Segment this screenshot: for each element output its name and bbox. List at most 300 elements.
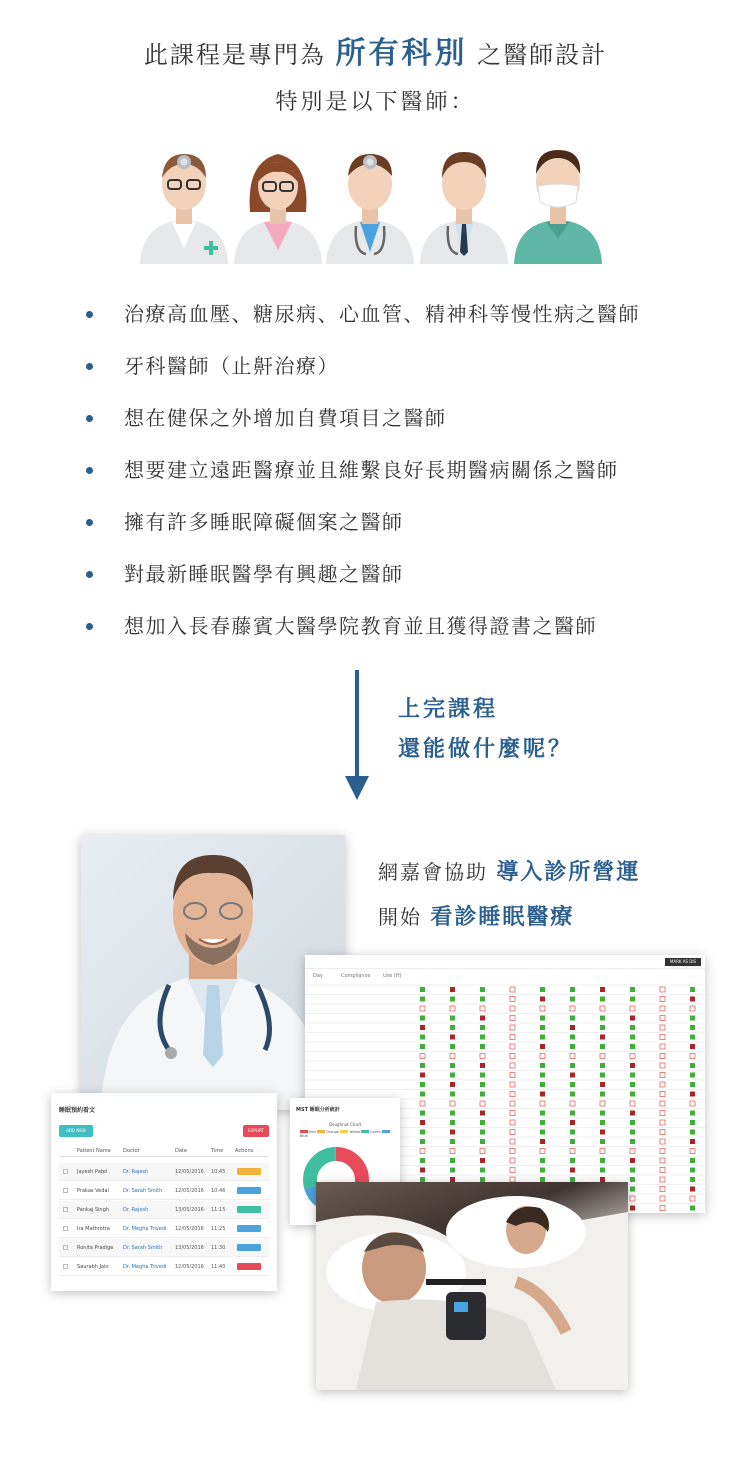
- grid-cell: [540, 1025, 545, 1030]
- grid-cell: [660, 1168, 665, 1173]
- list-item-text: 牙科醫師（止鼾治療）: [124, 354, 339, 378]
- grid-cell: [660, 1158, 665, 1163]
- grid-cell: [660, 997, 665, 1002]
- add-new-button[interactable]: ADD NEW: [59, 1125, 93, 1137]
- column-header: Date: [175, 1148, 187, 1154]
- grid-cell: [660, 1073, 665, 1078]
- grid-cell: [630, 1168, 635, 1173]
- intro-text: 此課程是專門為: [143, 41, 326, 69]
- grid-cell: [450, 1111, 455, 1116]
- grid-cell: [510, 1092, 515, 1097]
- row-cell: 11:25: [211, 1226, 226, 1232]
- grid-cell: [420, 997, 425, 1002]
- row-cell: Pankaj Singh: [77, 1207, 109, 1213]
- grid-cell: [600, 997, 605, 1002]
- grid-cell: [450, 1016, 455, 1021]
- grid-cell: [630, 1120, 635, 1125]
- grid-cell: [570, 987, 575, 992]
- grid-cell: [690, 1044, 695, 1049]
- grid-cell: [630, 1006, 635, 1011]
- grid-cell: [600, 1111, 605, 1116]
- grid-cell: [570, 1092, 575, 1097]
- grid-cell: [480, 1035, 485, 1040]
- grid-cell: [420, 1092, 425, 1097]
- grid-cell: [600, 1006, 605, 1011]
- grid-cell: [690, 1054, 695, 1059]
- grid-cell: [660, 1035, 665, 1040]
- appointment-list: [51, 1093, 277, 1291]
- grid-cell: [660, 1006, 665, 1011]
- grid-cell: [630, 1130, 635, 1135]
- grid-cell: [480, 997, 485, 1002]
- grid-cell: [480, 1054, 485, 1059]
- grid-cell: [540, 1044, 545, 1049]
- grid-cell: [600, 1130, 605, 1135]
- grid-cell: [660, 1206, 665, 1211]
- service-line-1: [378, 850, 640, 895]
- grid-cell: [630, 1073, 635, 1078]
- doctor-avatar-icon: [232, 142, 324, 264]
- grid-cell: [510, 1111, 515, 1116]
- list-item: [86, 502, 686, 554]
- row-cell: Prakas Vedal: [77, 1188, 109, 1194]
- grid-cell: [540, 1130, 545, 1135]
- grid-cell: [570, 1101, 575, 1106]
- grid-cell: [450, 1044, 455, 1049]
- list-title: 睡眠預約看文: [59, 1107, 96, 1114]
- row-cell: 12/05/2016: [175, 1226, 204, 1232]
- grid-cell: [420, 1120, 425, 1125]
- grid-cell: [690, 1025, 695, 1030]
- grid-cell: [690, 987, 695, 992]
- grid-cell: [570, 1130, 575, 1135]
- grid-cell: [450, 1092, 455, 1097]
- grid-cell: [630, 1054, 635, 1059]
- grid-cell: [630, 1206, 635, 1211]
- grid-cell: [450, 1082, 455, 1087]
- grid-cell: [630, 1139, 635, 1144]
- grid-cell: [660, 1054, 665, 1059]
- grid-cell: [690, 997, 695, 1002]
- grid-cell: [480, 1044, 485, 1049]
- chart-card-title: MST 睡眠分析統計: [296, 1107, 340, 1113]
- grid-cell: [540, 1035, 545, 1040]
- intro-header: [0, 32, 751, 116]
- grid-cell: [420, 1082, 425, 1087]
- grid-cell: [660, 1092, 665, 1097]
- grid-cell: [510, 997, 515, 1002]
- grid-cell: [510, 1139, 515, 1144]
- grid-cell: [450, 1054, 455, 1059]
- grid-cell: [480, 1111, 485, 1116]
- list-item-text: 想在健保之外增加自費項目之醫師: [124, 406, 447, 430]
- grid-cell: [450, 1130, 455, 1135]
- grid-cell: [600, 1092, 605, 1097]
- column-header: Use (H): [383, 973, 402, 979]
- row-cell: 12/05/2016: [175, 1188, 204, 1194]
- grid-cell: [510, 1082, 515, 1087]
- after-course-line-1: 上完課程: [398, 697, 499, 722]
- row-cell: 10:46: [211, 1188, 226, 1194]
- down-arrow-icon: [345, 670, 369, 800]
- bullet-dot-icon: [86, 467, 93, 474]
- intro-text: 之醫師設計: [477, 41, 608, 69]
- grid-cell: [510, 1101, 515, 1106]
- grid-cell: [660, 1120, 665, 1125]
- grid-cell: [570, 1073, 575, 1078]
- grid-cell: [690, 1149, 695, 1154]
- grid-cell: [450, 1120, 455, 1125]
- legend-label: Green: [370, 1130, 381, 1134]
- grid-cell: [600, 1120, 605, 1125]
- grid-cell: [690, 1063, 695, 1068]
- row-cell: 13/05/2016: [175, 1207, 204, 1213]
- list-item-text: 對最新睡眠醫學有興趣之醫師: [124, 562, 404, 586]
- doctor-illustrations: [138, 142, 608, 264]
- after-course-heading: [398, 690, 573, 770]
- action-button[interactable]: [237, 1225, 261, 1232]
- grid-cell: [660, 1016, 665, 1021]
- grid-cell: [420, 1006, 425, 1011]
- grid-cell: [690, 1196, 695, 1201]
- row-cell: 12/05/2016: [175, 1169, 204, 1175]
- grid-cell: [660, 987, 665, 992]
- grid-cell: [420, 1149, 425, 1154]
- grid-cell: [480, 1139, 485, 1144]
- grid-cell: [450, 987, 455, 992]
- grid-cell: [570, 1111, 575, 1116]
- grid-cell: [510, 1054, 515, 1059]
- grid-cell: [570, 1054, 575, 1059]
- grid-cell: [480, 1025, 485, 1030]
- list-item-text: 治療高血壓、糖尿病、心血管、精神科等慢性病之醫師: [124, 302, 640, 326]
- table-toolbar: [305, 955, 705, 969]
- grid-cell: [450, 1035, 455, 1040]
- grid-cell: [480, 1149, 485, 1154]
- grid-cell: [690, 1187, 695, 1192]
- list-item: [86, 346, 686, 398]
- grid-cell: [420, 1130, 425, 1135]
- grid-cell: [420, 1073, 425, 1078]
- grid-cell: [600, 1054, 605, 1059]
- list-item: [86, 606, 686, 658]
- grid-cell: [510, 1016, 515, 1021]
- grid-cell: [630, 987, 635, 992]
- table-row[interactable]: [59, 1182, 269, 1200]
- grid-cell: [420, 1044, 425, 1049]
- grid-cell: [690, 1168, 695, 1173]
- grid-cell: [510, 1006, 515, 1011]
- grid-cell: [540, 1016, 545, 1021]
- grid-cell: [570, 1025, 575, 1030]
- doctor-avatar-icon: [138, 142, 230, 264]
- list-item-text: 想加入長春藤賓大醫學院教育並且獲得證書之醫師: [124, 614, 597, 638]
- list-item-text: 想要建立遠距醫療並且維繫良好長期醫病關係之醫師: [124, 458, 619, 482]
- grid-cell: [600, 1082, 605, 1087]
- action-button[interactable]: [237, 1263, 261, 1270]
- grid-cell: [450, 1101, 455, 1106]
- grid-cell: [630, 1044, 635, 1049]
- grid-cell: [480, 1101, 485, 1106]
- grid-cell: [540, 1082, 545, 1087]
- grid-cell: [540, 987, 545, 992]
- grid-cell: [450, 1149, 455, 1154]
- service-description: [378, 850, 640, 940]
- grid-cell: [420, 1025, 425, 1030]
- grid-cell: [570, 1063, 575, 1068]
- grid-cell: [450, 1006, 455, 1011]
- grid-cell: [690, 1130, 695, 1135]
- row-cell: Dr. Megha Trivedi: [123, 1226, 167, 1232]
- grid-cell: [630, 1063, 635, 1068]
- grid-cell: [510, 1073, 515, 1078]
- grid-cell: [600, 1016, 605, 1021]
- mark-button[interactable]: MARK AS DIS: [665, 958, 701, 966]
- row-cell: Dr. Megha Trivedi: [123, 1264, 167, 1270]
- bullet-dot-icon: [86, 519, 93, 526]
- grid-cell: [540, 1054, 545, 1059]
- grid-cell: [510, 1120, 515, 1125]
- grid-cell: [420, 1168, 425, 1173]
- grid-cell: [570, 1035, 575, 1040]
- grid-cell: [570, 1082, 575, 1087]
- grid-cell: [690, 1006, 695, 1011]
- table-row[interactable]: [59, 1258, 269, 1276]
- grid-cell: [540, 1139, 545, 1144]
- grid-cell: [510, 1168, 515, 1173]
- grid-cell: [540, 1063, 545, 1068]
- grid-cell: [540, 1158, 545, 1163]
- grid-cell: [630, 1025, 635, 1030]
- action-button[interactable]: [237, 1206, 261, 1213]
- grid-cell: [630, 1111, 635, 1116]
- row-cell: Dr. Sarah Smith: [123, 1188, 163, 1194]
- row-checkbox[interactable]: [63, 1188, 68, 1193]
- grid-cell: [630, 1016, 635, 1021]
- action-button[interactable]: [237, 1244, 261, 1251]
- grid-cell: [540, 1149, 545, 1154]
- grid-cell: [540, 1101, 545, 1106]
- grid-cell: [540, 1120, 545, 1125]
- grid-cell: [450, 1025, 455, 1030]
- grid-cell: [600, 1158, 605, 1163]
- grid-cell: [600, 1073, 605, 1078]
- row-cell: 11:30: [211, 1245, 226, 1251]
- grid-cell: [600, 1168, 605, 1173]
- grid-cell: [480, 1158, 485, 1163]
- grid-cell: [570, 1139, 575, 1144]
- grid-cell: [660, 1187, 665, 1192]
- grid-cell: [660, 1149, 665, 1154]
- table-row[interactable]: [59, 1220, 269, 1238]
- grid-cell: [600, 987, 605, 992]
- highlight-all-specialties: 所有科別: [335, 36, 468, 71]
- grid-cell: [540, 1006, 545, 1011]
- grid-cell: [630, 1158, 635, 1163]
- grid-cell: [570, 1168, 575, 1173]
- row-cell: Ronita Pradige: [77, 1245, 114, 1251]
- grid-cell: [540, 997, 545, 1002]
- column-header: Actions: [235, 1148, 254, 1154]
- grid-cell: [570, 1120, 575, 1125]
- grid-cell: [570, 1006, 575, 1011]
- grid-cell: [420, 1158, 425, 1163]
- legend-label: Orange: [326, 1130, 339, 1134]
- list-item: [86, 554, 686, 606]
- grid-cell: [630, 1035, 635, 1040]
- column-header: Day: [313, 973, 323, 979]
- row-cell: 13/05/2016: [175, 1245, 204, 1251]
- bullet-dot-icon: [86, 571, 93, 578]
- column-header: Doctor: [123, 1148, 140, 1154]
- legend-label: Red: [309, 1130, 316, 1134]
- row-cell: 10:45: [211, 1169, 226, 1175]
- row-cell: 11:40: [211, 1264, 226, 1270]
- grid-cell: [690, 1092, 695, 1097]
- grid-cell: [630, 1196, 635, 1201]
- grid-cell: [630, 1187, 635, 1192]
- grid-cell: [600, 1063, 605, 1068]
- grid-cell: [480, 1120, 485, 1125]
- grid-cell: [630, 1177, 635, 1182]
- grid-cell: [480, 1073, 485, 1078]
- service-highlight: 導入診所營運: [496, 860, 641, 885]
- grid-cell: [570, 1044, 575, 1049]
- bullet-dot-icon: [86, 311, 93, 318]
- grid-cell: [660, 1177, 665, 1182]
- export-button[interactable]: EXPORT: [243, 1125, 269, 1137]
- column-header: Compliance: [341, 973, 371, 979]
- grid-cell: [420, 1111, 425, 1116]
- grid-cell: [420, 1054, 425, 1059]
- grid-cell: [630, 1149, 635, 1154]
- grid-cell: [510, 1035, 515, 1040]
- grid-cell: [570, 1149, 575, 1154]
- doctor-avatar-icon: [418, 142, 510, 264]
- row-cell: Dr. Rajesh: [123, 1207, 149, 1213]
- doctor-avatar-icon: [512, 142, 604, 264]
- row-cell: Saurabh Jain: [77, 1264, 109, 1270]
- grid-cell: [660, 1196, 665, 1201]
- action-button[interactable]: [237, 1168, 261, 1175]
- grid-cell: [690, 1016, 695, 1021]
- grid-cell: [630, 1082, 635, 1087]
- row-cell: Dr. Rajesh: [123, 1169, 149, 1175]
- action-button[interactable]: [237, 1187, 261, 1194]
- grid-cell: [510, 1158, 515, 1163]
- grid-cell: [420, 1035, 425, 1040]
- grid-cell: [450, 1158, 455, 1163]
- grid-cell: [600, 1035, 605, 1040]
- grid-cell: [630, 1092, 635, 1097]
- list-item: [86, 450, 686, 502]
- sleep-study-photo: [316, 1182, 628, 1390]
- sleeping-couple-illustration: [316, 1182, 628, 1390]
- grid-cell: [630, 1101, 635, 1106]
- grid-cell: [420, 1101, 425, 1106]
- grid-cell: [600, 1149, 605, 1154]
- grid-cell: [450, 1139, 455, 1144]
- grid-cell: [480, 1063, 485, 1068]
- grid-cell: [510, 987, 515, 992]
- intro-line-1: [0, 32, 751, 77]
- grid-cell: [690, 1101, 695, 1106]
- grid-cell: [690, 1158, 695, 1163]
- grid-cell: [480, 1092, 485, 1097]
- table-row[interactable]: [59, 1163, 269, 1181]
- grid-cell: [510, 1044, 515, 1049]
- legend-label: Blue: [300, 1134, 308, 1138]
- row-cell: Jayesh Patel: [77, 1169, 108, 1175]
- row-cell: 11:15: [211, 1207, 226, 1213]
- grid-cell: [600, 1044, 605, 1049]
- grid-cell: [420, 1063, 425, 1068]
- grid-cell: [450, 1073, 455, 1078]
- grid-cell: [540, 1168, 545, 1173]
- row-checkbox[interactable]: [63, 1264, 68, 1269]
- grid-cell: [450, 1168, 455, 1173]
- row-checkbox[interactable]: [63, 1169, 68, 1174]
- grid-cell: [480, 1082, 485, 1087]
- table-row[interactable]: [59, 1201, 269, 1219]
- grid-cell: [690, 1177, 695, 1182]
- row-cell: 12/05/2016: [175, 1264, 204, 1270]
- grid-cell: [450, 997, 455, 1002]
- list-item-text: 擁有許多睡眠障礙個案之醫師: [124, 510, 404, 534]
- chart-subtitle: Doughnut Chart: [328, 1122, 362, 1127]
- service-text: 開始: [378, 905, 422, 929]
- row-checkbox[interactable]: [63, 1226, 68, 1231]
- grid-cell: [480, 1016, 485, 1021]
- grid-cell: [660, 1025, 665, 1030]
- list-item: [86, 294, 686, 346]
- grid-cell: [660, 1044, 665, 1049]
- row-checkbox[interactable]: [63, 1207, 68, 1212]
- table-row[interactable]: [59, 1239, 269, 1257]
- grid-cell: [660, 1139, 665, 1144]
- grid-cell: [480, 1130, 485, 1135]
- grid-cell: [690, 1111, 695, 1116]
- grid-cell: [420, 987, 425, 992]
- grid-cell: [420, 1016, 425, 1021]
- grid-cell: [510, 1063, 515, 1068]
- grid-cell: [600, 1025, 605, 1030]
- grid-cell: [660, 1063, 665, 1068]
- grid-cell: [570, 1016, 575, 1021]
- grid-cell: [660, 1101, 665, 1106]
- grid-cell: [510, 1149, 515, 1154]
- grid-cell: [690, 1035, 695, 1040]
- grid-cell: [420, 1139, 425, 1144]
- grid-cell: [690, 1120, 695, 1125]
- row-checkbox[interactable]: [63, 1245, 68, 1250]
- bullet-dot-icon: [86, 363, 93, 370]
- bullet-dot-icon: [86, 415, 93, 422]
- grid-cell: [570, 997, 575, 1002]
- grid-cell: [660, 1130, 665, 1135]
- grid-cell: [480, 1006, 485, 1011]
- doctor-avatar-icon: [324, 142, 416, 264]
- grid-cell: [540, 1073, 545, 1078]
- target-audience-list: [86, 294, 686, 658]
- service-text: 網嘉會協助: [378, 860, 488, 884]
- grid-cell: [660, 1082, 665, 1087]
- grid-cell: [510, 1130, 515, 1135]
- list-header-row: [59, 1145, 269, 1157]
- grid-cell: [480, 987, 485, 992]
- after-course-line-2: 還能做什麼呢？: [398, 737, 574, 762]
- grid-cell: [450, 1063, 455, 1068]
